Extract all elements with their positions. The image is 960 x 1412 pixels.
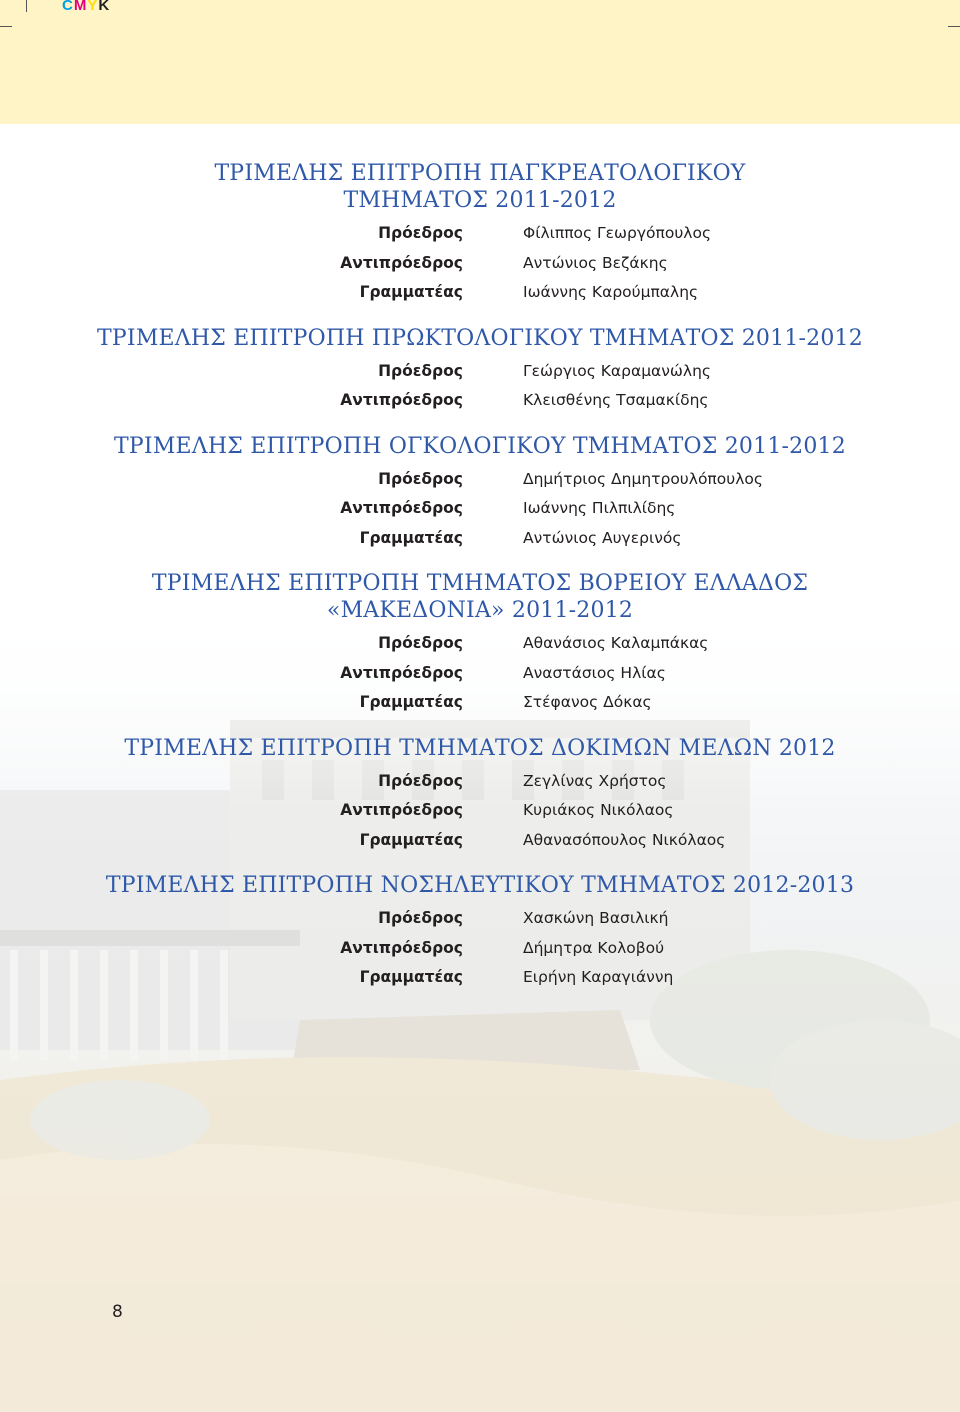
member-name: Χασκώνη Βασιλική xyxy=(523,909,669,927)
committee-title: ΤΜΗΜΑΤΟΣ 2011-2012 xyxy=(343,188,617,213)
cmyk-letter: Y xyxy=(87,0,99,14)
member-name: Στέφανος Δόκας xyxy=(523,693,652,711)
member-name: Δημήτριος Δημητρουλόπουλος xyxy=(523,469,763,488)
cmyk-letter: C xyxy=(62,0,74,14)
member-name: Αντώνιος Βεζάκης xyxy=(523,253,668,272)
member-name: Ιωάννης Καρούμπαλης xyxy=(523,283,699,301)
member-role: Γραμματέας xyxy=(359,283,463,301)
member-name: Αναστάσιος Ηλίας xyxy=(523,663,666,682)
member-role: Πρόεδρος xyxy=(378,634,463,652)
committee-title: ΤΡΙΜΕΛΗΣ ΕΠΙΤΡΟΠΗ ΤΜΗΜΑΤΟΣ ΔΟΚΙΜΩΝ ΜΕΛΩΝ 2012 xyxy=(124,735,836,761)
crop-mark xyxy=(0,26,12,27)
member-row xyxy=(0,525,960,555)
member-row xyxy=(0,797,960,827)
member-role: Αντιπρόεδρος xyxy=(340,801,463,819)
member-name: Γεώργιος Καραμανώλης xyxy=(523,361,712,380)
member-row xyxy=(0,630,960,660)
member-name: Κυριάκος Νικόλαος xyxy=(523,801,674,819)
member-role: Πρόεδρος xyxy=(378,771,463,790)
member-role: Πρόεδρος xyxy=(378,361,463,380)
member-name: Ιωάννης Πιλπιλίδης xyxy=(523,499,676,517)
committee-title: «ΜΑΚΕΔΟΝΙΑ» 2011-2012 xyxy=(326,598,634,623)
member-row xyxy=(0,935,960,965)
member-name: Ζεγλίνας Χρήστος xyxy=(523,771,667,790)
member-role: Γραμματέας xyxy=(359,968,463,986)
cmyk-letter: K xyxy=(98,0,111,14)
member-role: Αντιπρόεδρος xyxy=(340,499,463,517)
member-name: Δήμητρα Κολοβού xyxy=(523,938,665,957)
member-role: Γραμματέας xyxy=(359,830,463,849)
member-row xyxy=(0,387,960,417)
member-row xyxy=(0,250,960,280)
committees-list xyxy=(0,160,960,1010)
committee-section xyxy=(0,433,960,555)
member-role: Πρόεδρος xyxy=(378,469,463,488)
member-name: Ειρήνη Καραγιάννη xyxy=(523,968,674,986)
crop-mark xyxy=(26,0,27,12)
member-row xyxy=(0,466,960,496)
committee-section xyxy=(0,325,960,417)
member-row xyxy=(0,827,960,857)
member-row xyxy=(0,358,960,388)
member-name: Κλεισθένης Τσαμακίδης xyxy=(523,391,709,409)
member-row xyxy=(0,768,960,798)
committee-title: ΤΡΙΜΕΛΗΣ ΕΠΙΤΡΟΠΗ ΠΡΩΚΤΟΛΟΓΙΚΟΥ ΤΜΗΜΑΤΟΣ 2011-2012 xyxy=(97,325,863,351)
member-role: Αντιπρόεδρος xyxy=(340,663,463,682)
committee-title: ΤΡΙΜΕΛΗΣ ΕΠΙΤΡΟΠΗ ΟΓΚΟΛΟΓΙΚΟΥ ΤΜΗΜΑΤΟΣ 2011-2012 xyxy=(114,433,846,459)
committee-section xyxy=(0,160,960,309)
crop-mark xyxy=(948,26,960,27)
member-role: Αντιπρόεδρος xyxy=(340,391,463,409)
page-number: 8 xyxy=(112,1302,123,1322)
member-row xyxy=(0,689,960,719)
committee-section xyxy=(0,872,960,994)
committee-section xyxy=(0,570,960,719)
member-name: Φίλιππος Γεωργόπουλος xyxy=(523,224,712,242)
member-name: Αθανασόπουλος Νικόλαος xyxy=(523,830,726,849)
member-row xyxy=(0,279,960,309)
member-row xyxy=(0,495,960,525)
member-name: Αντώνιος Αυγερινός xyxy=(523,528,682,547)
header-band xyxy=(0,0,960,124)
member-role: Αντιπρόεδρος xyxy=(340,938,463,957)
committee-title: ΤΡΙΜΕΛΗΣ ΕΠΙΤΡΟΠΗ ΝΟΣΗΛΕΥΤΙΚΟΥ ΤΜΗΜΑΤΟΣ 2012-2013 xyxy=(105,873,855,898)
member-name: Αθανάσιος Καλαμπάκας xyxy=(523,634,709,652)
member-role: Γραμματέας xyxy=(359,693,463,711)
member-role: Αντιπρόεδρος xyxy=(340,253,463,272)
committee-section xyxy=(0,735,960,857)
cmyk-color-mark xyxy=(62,0,110,14)
member-row xyxy=(0,964,960,994)
committee-title: ΤΡΙΜΕΛΗΣ ΕΠΙΤΡΟΠΗ ΤΜΗΜΑΤΟΣ ΒΟΡΕΙΟΥ ΕΛΛΑΔΟΣ xyxy=(151,571,809,596)
member-role: Πρόεδρος xyxy=(378,224,463,242)
member-row xyxy=(0,905,960,935)
member-role: Πρόεδρος xyxy=(378,909,463,927)
member-row xyxy=(0,220,960,250)
member-role: Γραμματέας xyxy=(359,528,463,547)
cmyk-letter: M xyxy=(73,0,88,14)
committee-title: ΤΡΙΜΕΛΗΣ ΕΠΙΤΡΟΠΗ ΠΑΓΚΡΕΑΤΟΛΟΓΙΚΟΥ xyxy=(214,161,746,186)
member-row xyxy=(0,660,960,690)
